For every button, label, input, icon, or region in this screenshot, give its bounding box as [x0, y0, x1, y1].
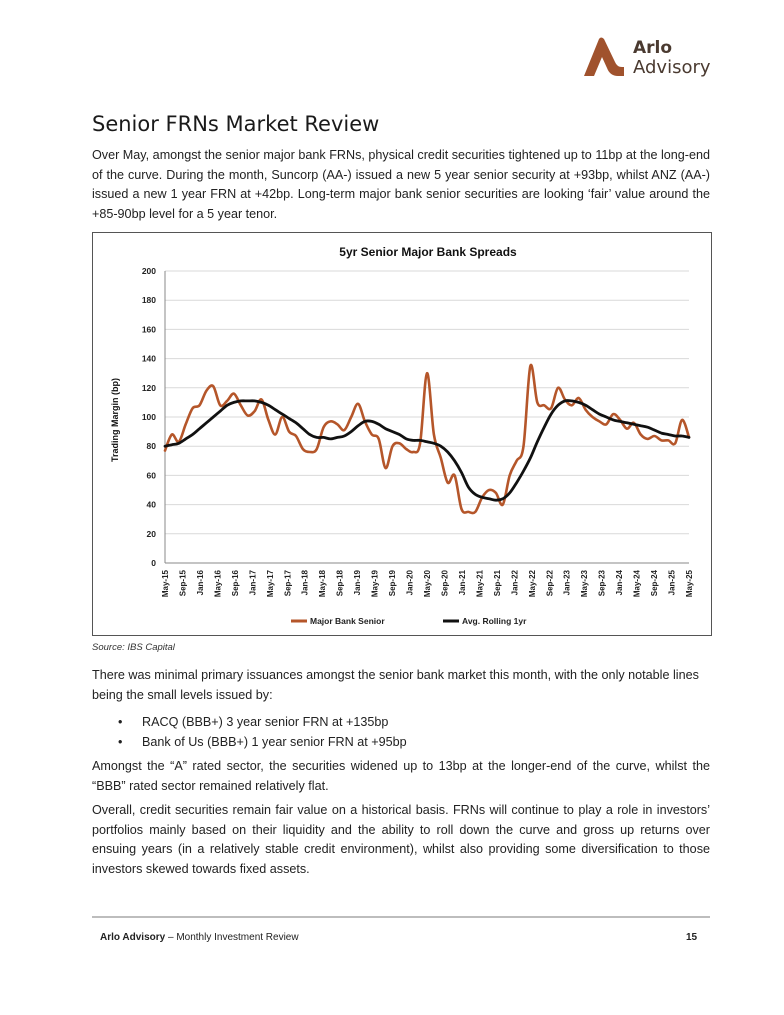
x-tick-label: Jan-23 [562, 570, 572, 596]
x-tick-label: May-15 [161, 570, 170, 598]
y-axis-label: Trading Margin (bp) [110, 378, 120, 462]
x-tick-label: Sep-16 [230, 570, 240, 597]
paragraph-primary-issuance: There was minimal primary issuances amongst the senior bank market this month, with the only notable lines being the small levels issued by: [92, 668, 699, 702]
chart-series [165, 365, 689, 513]
bullet-item: • Bank of Us (BBB+) 1 year senior FRN at +95bp [118, 732, 407, 752]
x-tick-label: May-16 [213, 570, 223, 598]
x-tick-label: Sep-21 [492, 570, 502, 597]
x-tick-label: May-21 [475, 570, 485, 598]
y-axis-ticks [142, 266, 156, 568]
paragraph-intro: Over May, amongst the senior major bank FRNs, physical credit securities tightened up to 11bp at the long-end of the curve. During the month, Suncorp (AA-) issued a new 5 year senior security at +93bp, whilst ANZ (AA-) issued a new 1 year FRN at +42bp. Long-term major bank senior securities are looking ‘fair’ value around the +85-90bp level for a 5 year tenor. [92, 148, 710, 221]
x-tick-label: May-24 [632, 570, 642, 598]
bullet-item: • RACQ (BBB+) 3 year senior FRN at +135bp [118, 712, 407, 732]
x-tick-label: Sep-15 [178, 570, 188, 597]
x-tick-label: Jan-25 [667, 570, 677, 596]
chart-legend [291, 616, 527, 626]
x-tick-label: May-19 [370, 570, 380, 598]
y-tick-label: 0 [151, 558, 156, 568]
x-tick-label: Sep-24 [650, 570, 660, 597]
logo-text-advisory: Advisory [633, 57, 711, 78]
y-tick-label: 40 [146, 499, 156, 510]
paragraph-overall: Overall, credit securities remain fair value on a historical basis. FRNs will continue to play a role in investors’ portfolios mainly based on their liquidity and the ability to roll down the curve and gross up returns over ensuing years (in a relatively stable credit environment), whilst also providing some diversification to those investors skewed towards fixed assets. [92, 803, 710, 876]
y-tick-label: 180 [141, 295, 156, 306]
footer-brand: Arlo Advisory [100, 932, 166, 943]
y-tick-label: 20 [146, 528, 156, 539]
chart-source-note: Source: IBS Capital [92, 642, 175, 653]
legend-label: Major Bank Senior [310, 616, 385, 626]
paragraph-rated-sectors: Amongst the “A” rated sector, the securities widened up to 13bp at the longer-end of the curve, whilst the “BBB” rated sector remained relatively flat. [92, 759, 710, 793]
x-tick-label: Jan-18 [300, 570, 310, 596]
x-tick-label: Sep-19 [388, 570, 398, 597]
y-tick-label: 200 [141, 266, 156, 276]
section-title: Senior FRNs Market Review [92, 112, 380, 136]
y-tick-label: 100 [141, 412, 156, 422]
y-tick-label: 140 [141, 353, 156, 364]
x-tick-label: Jan-21 [457, 570, 467, 596]
x-tick-label: Sep-17 [283, 570, 293, 597]
x-tick-label: Sep-20 [440, 570, 450, 597]
x-tick-label: Jan-22 [510, 570, 520, 596]
arlo-advisory-logo [582, 36, 712, 80]
legend-label: Avg. Rolling 1yr [462, 616, 527, 626]
x-tick-label: Jan-16 [195, 570, 205, 596]
footer-subtitle: – Monthly Investment Review [167, 932, 299, 943]
y-tick-label: 60 [146, 470, 156, 481]
x-tick-label: May-22 [527, 570, 537, 598]
x-tick-label: Sep-18 [335, 570, 345, 597]
x-tick-label: Jan-19 [353, 570, 363, 596]
x-tick-label: Jan-24 [615, 570, 625, 596]
footer-divider [92, 916, 710, 918]
x-tick-label: May-25 [685, 570, 694, 598]
y-tick-label: 120 [141, 382, 156, 393]
x-tick-label: May-20 [423, 570, 432, 598]
issuance-bullet-list [118, 712, 407, 752]
x-axis-ticks [161, 569, 694, 597]
x-tick-label: Jan-20 [405, 570, 415, 596]
y-tick-label: 160 [141, 324, 156, 335]
spreads-line-chart [93, 233, 713, 637]
series-major-bank-senior-line [165, 365, 689, 513]
x-tick-label: May-23 [580, 570, 590, 598]
logo-text-arlo: Arlo [633, 38, 673, 58]
arlo-logo-mark-icon [582, 36, 626, 78]
x-tick-label: Sep-22 [545, 570, 555, 597]
x-tick-label: Jan-17 [248, 570, 258, 596]
x-tick-label: May-17 [265, 570, 275, 598]
chart-container [92, 232, 712, 636]
chart-title: 5yr Senior Major Bank Spreads [339, 245, 517, 259]
page-number: 15 [686, 932, 698, 943]
x-tick-label: May-18 [318, 570, 328, 598]
y-tick-label: 80 [146, 441, 156, 452]
footer-title [100, 932, 299, 943]
x-tick-label: Sep-23 [597, 570, 607, 597]
